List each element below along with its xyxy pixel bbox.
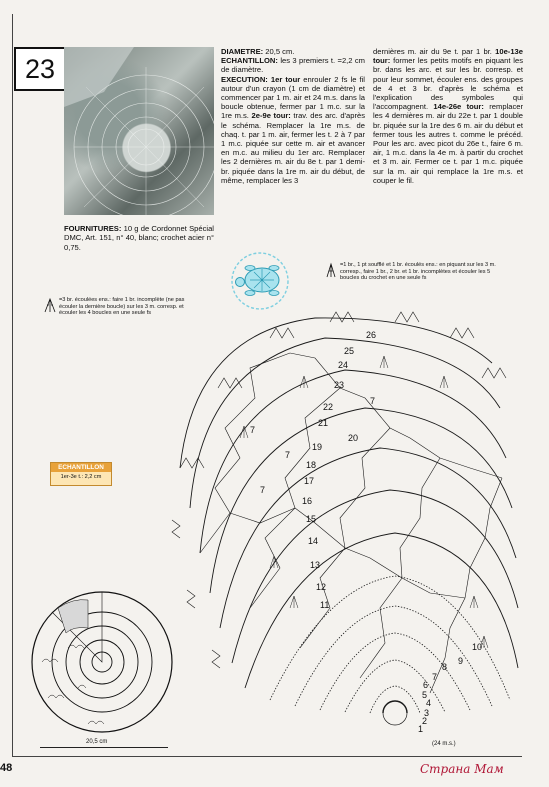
legend-puff-stitch — [325, 262, 503, 282]
motif-label-b: 7 — [285, 450, 291, 460]
three-treble-symbol-icon — [44, 297, 56, 313]
row-label-1: 1 — [418, 724, 424, 734]
crochet-chart-diagram — [140, 308, 520, 738]
row-label-22: 22 — [323, 402, 334, 412]
sample-box-subtitle: 1er-3e t.: 2,2 cm — [60, 474, 102, 480]
sample-size-box — [50, 462, 112, 486]
diameter-text: 20,5 cm. — [263, 47, 295, 56]
row-label-24: 24 — [338, 360, 349, 370]
rows-10-13-label: 10e-13e tour: — [373, 47, 523, 66]
rows-14-26-label: 14e-26e tour: — [433, 102, 484, 112]
motif-label-a: 7 — [250, 425, 256, 435]
motif-label-c: 7 — [370, 396, 376, 406]
row-label-12: 12 — [316, 582, 327, 592]
row-label-3: 3 — [424, 708, 430, 718]
row-label-5: 5 — [422, 690, 428, 700]
sample-text: les 3 premiers t. =2,2 cm de diamètre. — [221, 56, 365, 75]
row-label-25: 25 — [344, 346, 355, 356]
row-label-13: 13 — [310, 560, 321, 570]
doily-photo-illustration — [64, 47, 214, 215]
row-label-10: 10 — [472, 642, 483, 652]
row-label-20: 20 — [348, 433, 359, 443]
instructions-column-2 — [373, 47, 523, 185]
row-label-9: 9 — [458, 656, 464, 666]
instructions-column-1 — [221, 47, 365, 185]
turtle-logo-icon — [220, 250, 302, 312]
puff-stitch-symbol-icon — [325, 262, 337, 278]
rows-2-9-label: 2e-9e tour: — [251, 111, 291, 121]
motif-label-d: 7 — [260, 485, 266, 495]
dimension-label: 20,5 cm — [86, 739, 108, 745]
execution-label: EXECUTION: 1er tour — [221, 74, 301, 84]
sample-box-title: ECHANTILLON — [51, 463, 111, 472]
row-label-4: 4 — [426, 698, 432, 708]
supplies-body: 10 g de Cordonnet Spécial DMC, Art. 151, n° 40, blanc; crochet acier n° 0,75. — [64, 224, 214, 252]
row-label-16: 16 — [302, 496, 313, 506]
row-label-26: 26 — [366, 330, 377, 340]
execution-text: enrouler 2 fs le fil autour d'un crayon (1 cm de diamètre) et commencer par 1 m. air et 24 m.s. dans la boucle obtenue, fermer par 1 m.c. sur la 1re m.s. — [221, 74, 365, 121]
rows-10-13-text: former les petits motifs en piquant les br. dans les arc. et sur les br. corresp. et pour leur sommet, écouler ens. des groupes de 4 et 3 br. d'après le schéma et l'explication des symboles qui l'accompagnent. — [373, 56, 523, 112]
row-label-7: 7 — [432, 672, 438, 682]
center-stitch-note: (24 m.s.) — [432, 741, 456, 747]
page-number: 48 — [0, 762, 13, 774]
row-label-21: 21 — [318, 418, 329, 428]
pattern-number-badge: 23 — [14, 47, 66, 91]
doily-photo — [64, 47, 214, 215]
legend-puff-stitch-text: =1 br., 1 pt soufflé et 1 br. écoulés ens.: en piquant sur les 3 m. corresp., faire 1 br., 2 br. et 1 br. incomplètes et écouler les 5 boucles du crochet en une seule fs — [340, 262, 496, 282]
supplies-label: FOURNITURES: — [64, 224, 122, 233]
row-label-15: 15 — [306, 514, 317, 524]
dimension-bar — [40, 747, 168, 748]
supplies-text — [64, 224, 214, 252]
sample-label: ECHANTILLON: — [221, 56, 278, 66]
row-label-19: 19 — [312, 442, 323, 452]
rows-cont-text: dernières m. air du 9e t. par 1 br. — [373, 47, 496, 56]
row-label-18: 18 — [306, 460, 317, 470]
row-label-8: 8 — [442, 662, 448, 672]
row-label-23: 23 — [334, 380, 345, 390]
diameter-label: DIAMETRE: — [221, 47, 264, 56]
row-label-11: 11 — [320, 600, 330, 610]
left-rule — [12, 14, 13, 756]
rows-2-9-text: trav. des arc. d'après le schéma. Remplacer la 1re m.s. de chaq. t. par 1 m. air, fermer les t. 2 à 7 par 1 m.c. piquée sur cette m. air et avancer en m.c. au milieu du 1er arc. Remplacer les 2 dernières m. air du 8e t. par 1 demi-br. piquée dans la 1re m. air du début, de même, remplacer les 3 — [221, 111, 365, 185]
bottom-rule — [12, 756, 522, 757]
legend-three-treble-text: =3 br. écoulées ens.: faire 1 br. incomplète (ne pas écouler la dernière boucle) sur les 3 m. corresp. et écouler les 4 boucles en une seule fs — [59, 297, 185, 317]
row-label-6: 6 — [423, 680, 429, 690]
rows-14-26-text: remplacer les 4 dernières m. air du 22e t. par 1 double br. piquée sur la 1re des 6 m. air du début et fermer tous les autres t. comme le précéd. Pour les arc. avec picot du 26e t., faire 6 m. air, 1 m.c. dans la 4e m. à partir du crochet et 3 m. air. Fermer ce t. par 1 m.c. piquée sur la m. air qui remplace la 1re m.s. et couper le fil. — [373, 102, 523, 185]
row-label-17: 17 — [304, 476, 315, 486]
row-label-2: 2 — [422, 716, 428, 726]
row-label-14: 14 — [308, 536, 319, 546]
layout-schema-diagram — [28, 588, 176, 736]
watermark: Страна Мам — [420, 762, 504, 776]
